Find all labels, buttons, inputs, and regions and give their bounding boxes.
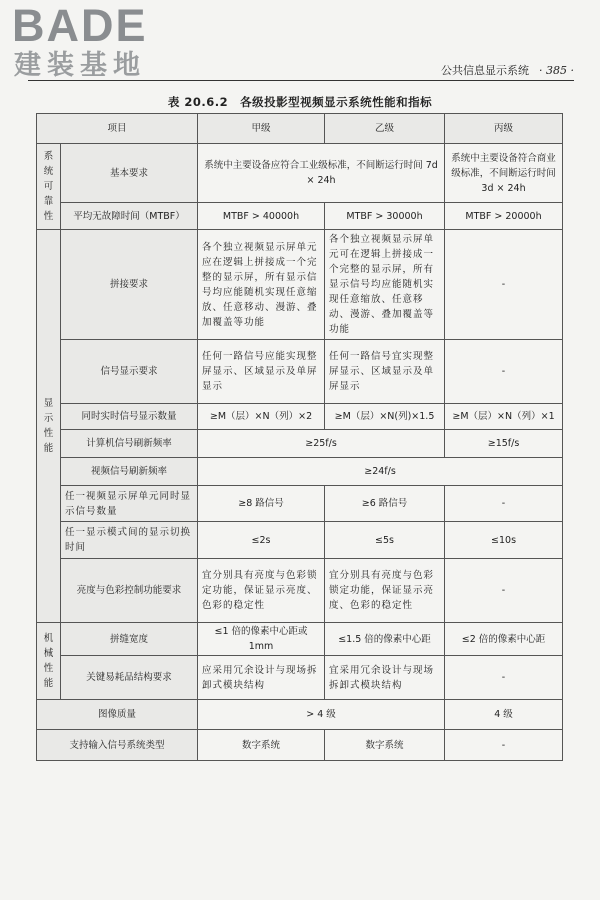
page-number: · 385 ·: [539, 64, 574, 77]
item-cell: 图像质量: [37, 700, 198, 730]
table-row: [37, 430, 563, 458]
value-cell: 宜分别具有亮度与色彩锁定功能，保证显示亮度、色彩的稳定性: [198, 559, 325, 623]
running-head-title: 公共信息显示系统: [441, 64, 530, 77]
value-cell: 宜分别具有亮度与色彩锁定功能，保证显示亮度、色彩的稳定性: [325, 559, 445, 623]
header-rule: [28, 80, 574, 81]
table-row: [37, 203, 563, 230]
table-row: [37, 486, 563, 522]
group-mechanical: 机械性能: [37, 623, 61, 700]
item-cell: 关键易耗品结构要求: [61, 656, 198, 700]
item-cell: 计算机信号刷新频率: [61, 430, 198, 458]
value-cell: -: [445, 559, 563, 623]
value-cell: 宜采用冗余设计与现场拆卸式模块结构: [325, 656, 445, 700]
item-cell: 支持输入信号系统类型: [37, 730, 198, 761]
table-row: [37, 340, 563, 404]
value-cell: 各个独立视频显示屏单元可在逻辑上拼接成一个完整的显示屏，所有显示信号均应能随机实现任意缩放、任意移动、漫游、叠加覆盖等功能: [325, 230, 445, 340]
header-grade-a: 甲级: [198, 114, 325, 144]
table-row: [37, 656, 563, 700]
header-grade-c: 丙级: [445, 114, 563, 144]
item-cell: 拼接要求: [61, 230, 198, 340]
item-cell: 基本要求: [61, 144, 198, 203]
value-cell: 数字系统: [325, 730, 445, 761]
value-cell: ≥M（层）×N（列）×2: [198, 404, 325, 430]
value-cell: 系统中主要设备符合商业级标准，不间断运行时间 3d × 24h: [445, 144, 563, 203]
table-row: [37, 730, 563, 761]
logo-subtitle: 建装基地: [14, 50, 146, 81]
running-head: [441, 62, 574, 78]
brand-logo: [12, 2, 187, 84]
logo-wordmark: BADE: [12, 0, 148, 51]
item-cell: 亮度与色彩控制功能要求: [61, 559, 198, 623]
value-cell: ≤2 倍的像素中心距: [445, 623, 563, 656]
value-cell: ≥15f/s: [445, 430, 563, 458]
value-cell: 应采用冗余设计与现场拆卸式模块结构: [198, 656, 325, 700]
value-cell: 系统中主要设备应符合工业级标准，不间断运行时间 7d × 24h: [198, 144, 445, 203]
table-row: [37, 700, 563, 730]
value-cell: -: [445, 730, 563, 761]
item-cell: 同时实时信号显示数量: [61, 404, 198, 430]
spec-table: [36, 113, 563, 761]
value-cell: ≤5s: [325, 522, 445, 559]
value-cell: ≥8 路信号: [198, 486, 325, 522]
value-cell: ≤1.5 倍的像素中心距: [325, 623, 445, 656]
item-cell: 视频信号刷新频率: [61, 458, 198, 486]
table-row: [37, 230, 563, 340]
table-row: [37, 458, 563, 486]
value-cell: ≥M（层）×N(列)×1.5: [325, 404, 445, 430]
table-row: [37, 522, 563, 559]
value-cell: 数字系统: [198, 730, 325, 761]
value-cell: MTBF > 30000h: [325, 203, 445, 230]
value-cell: ≤1 倍的像素中心距或 1mm: [198, 623, 325, 656]
table-caption: 表 20.6.2 各级投影型视频显示系统性能和指标: [167, 95, 433, 109]
table-row: [37, 144, 563, 203]
value-cell: 4 级: [445, 700, 563, 730]
table-row: [37, 623, 563, 656]
value-cell: 任何一路信号宜实现整屏显示、区域显示及单屏显示: [325, 340, 445, 404]
value-cell: ≥25f/s: [198, 430, 445, 458]
value-cell: -: [445, 486, 563, 522]
value-cell: MTBF > 40000h: [198, 203, 325, 230]
value-cell: 任何一路信号应能实现整屏显示、区域显示及单屏显示: [198, 340, 325, 404]
value-cell: ≤2s: [198, 522, 325, 559]
value-cell: ≤10s: [445, 522, 563, 559]
value-cell: -: [445, 340, 563, 404]
item-cell: 拼缝宽度: [61, 623, 198, 656]
item-cell: 平均无故障时间（MTBF）: [61, 203, 198, 230]
item-cell: 任一视频显示屏单元同时显示信号数量: [61, 486, 198, 522]
value-cell: > 4 级: [198, 700, 445, 730]
header-grade-b: 乙级: [325, 114, 445, 144]
table-row: [37, 404, 563, 430]
value-cell: ≥M（层）×N（列）×1: [445, 404, 563, 430]
value-cell: 各个独立视频显示屏单元应在逻辑上拼接成一个完整的显示屏，所有显示信号均应能随机实现任意缩放、任意移动、漫游、叠加覆盖等功能: [198, 230, 325, 340]
value-cell: ≥24f/s: [198, 458, 563, 486]
value-cell: -: [445, 230, 563, 340]
group-reliability: 系统可靠性: [37, 144, 61, 230]
item-cell: 任一显示模式间的显示切换时间: [61, 522, 198, 559]
value-cell: MTBF > 20000h: [445, 203, 563, 230]
header-item: 项目: [37, 114, 198, 144]
table-row: [37, 559, 563, 623]
group-display: 显示性能: [37, 230, 61, 623]
value-cell: -: [445, 656, 563, 700]
item-cell: 信号显示要求: [61, 340, 198, 404]
value-cell: ≥6 路信号: [325, 486, 445, 522]
table-header-row: [37, 114, 563, 144]
